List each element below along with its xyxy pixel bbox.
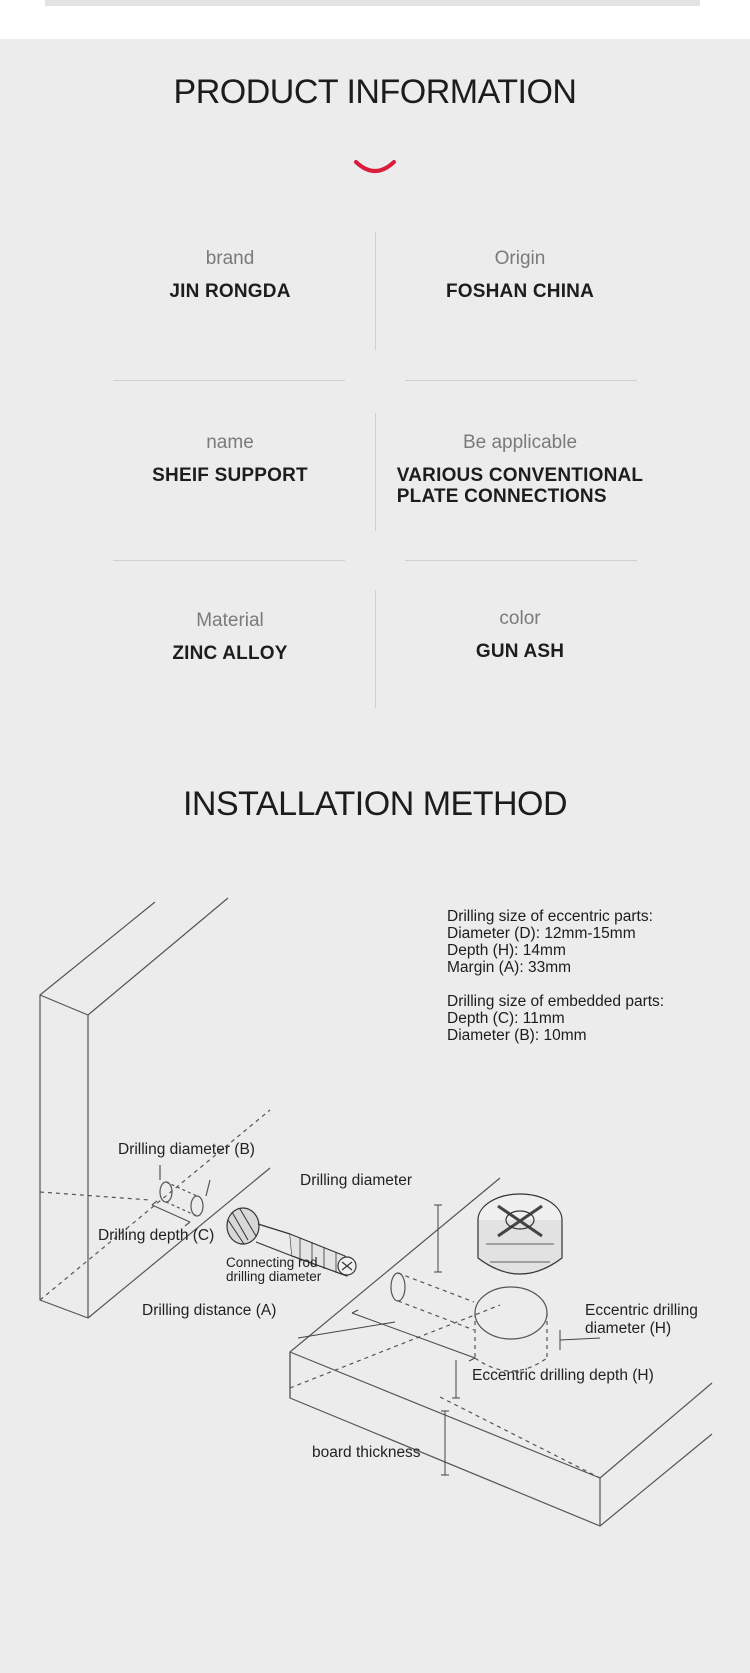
info-label: Be applicable: [462, 432, 578, 453]
label-line: Connecting rod: [226, 1255, 318, 1270]
spec-line: Drilling size of embedded parts:: [447, 993, 665, 1010]
embedded-hole: [152, 1165, 210, 1226]
info-label: Origin: [494, 248, 546, 269]
info-value: GUN ASH: [475, 641, 565, 662]
label-eccentric-depth: Eccentric drilling depth (H): [472, 1367, 654, 1384]
info-value: FOSHAN CHINA: [445, 281, 595, 302]
spec-line: Diameter (D): 12mm-15mm: [447, 925, 636, 942]
spec-line: Margin (A): 33mm: [447, 959, 572, 976]
product-info-title: PRODUCT INFORMATION: [173, 73, 577, 111]
label-board-thickness: board thickness: [312, 1444, 421, 1461]
label-drilling-diameter-b: Drilling diameter (B): [118, 1141, 255, 1158]
label-drilling-depth-c: Drilling depth (C): [98, 1227, 215, 1244]
spec-line: Depth (H): 14mm: [447, 942, 566, 959]
info-value-line: VARIOUS CONVENTIONAL: [396, 465, 644, 486]
label-line: drilling diameter: [226, 1269, 322, 1284]
spec-line: Depth (C): 11mm: [447, 1010, 565, 1027]
installation-title: INSTALLATION METHOD: [182, 785, 568, 823]
label-line: Eccentric drilling: [585, 1302, 698, 1319]
label-eccentric-diameter: [585, 1302, 698, 1338]
label-drilling-distance-a: Drilling distance (A): [142, 1302, 277, 1319]
info-value: ZINC ALLOY: [172, 643, 288, 664]
eccentric-cam: [478, 1194, 562, 1274]
info-value: JIN RONGDA: [169, 281, 291, 302]
label-connecting-rod: [226, 1256, 321, 1284]
info-label: brand: [205, 248, 255, 269]
info-value: SHEIF SUPPORT: [152, 465, 308, 486]
info-label: color: [499, 608, 541, 629]
info-label: Material: [196, 610, 264, 631]
info-value-line: PLATE CONNECTIONS: [396, 486, 607, 507]
label-drilling-diameter: Drilling diameter: [300, 1172, 412, 1189]
info-label: name: [206, 432, 254, 453]
spec-line: Diameter (B): 10mm: [447, 1027, 587, 1044]
spec-line: Drilling size of eccentric parts:: [447, 908, 653, 925]
label-line: diameter (H): [585, 1320, 672, 1337]
